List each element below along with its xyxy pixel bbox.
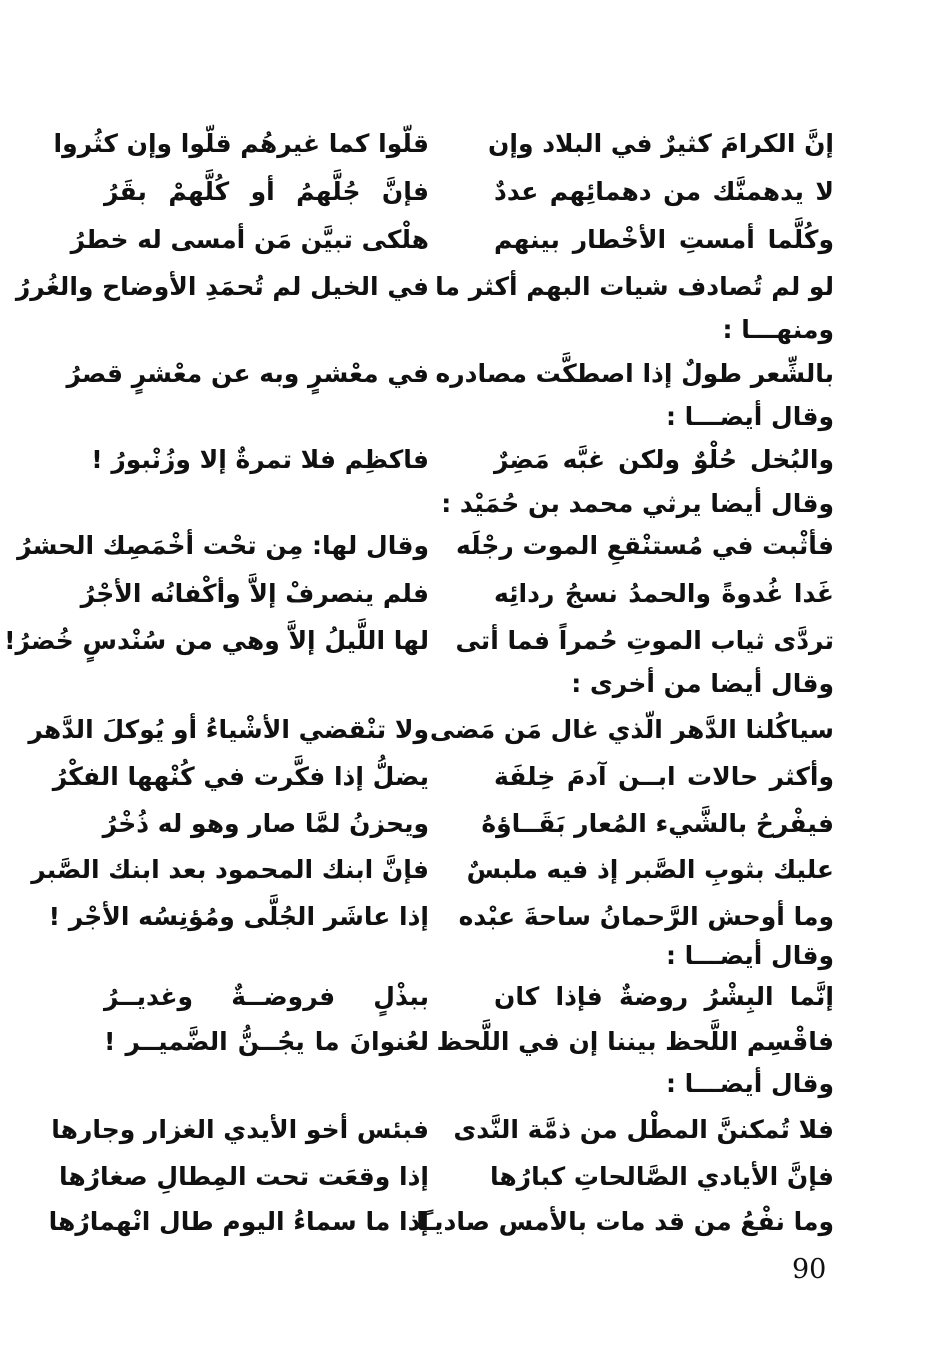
verse-first-hemistich: لو لم تُصادف شيات البهم أكثر ما	[435, 272, 834, 301]
verse-line	[0, 973, 944, 1021]
verse-line	[0, 1018, 944, 1066]
verse-first-hemistich: غَدا غُدوةً والحمدُ نسجُ ردائِه	[494, 579, 834, 608]
verse-second-hemistich: فإنَّ ابنك المحمود بعد ابنك الصَّبر	[31, 855, 429, 884]
verse-second-hemistich: إذا ما سماءُ اليوم طال انْهمارُها	[48, 1207, 429, 1236]
verse-first-hemistich: بالشِّعر طولٌ إذا اصطكَّت مصادره	[435, 359, 834, 388]
verse-first-hemistich: وكُلَّما أمستِ الأخْطار بينهم	[494, 225, 834, 254]
verse-second-hemistich: فبئس أخو الأيدي الغزار وجارها	[51, 1115, 429, 1144]
verse-second-hemistich: لعُنوانَ ما يجُــنُّ الضَّميــر !	[104, 1027, 429, 1056]
verse-line	[0, 617, 944, 665]
verse-first-hemistich: عليك بثوبِ الصَّبر إذ فيه ملبسٌ	[466, 855, 834, 884]
verse-second-hemistich: فإنَّ جُلَّهمُ أو كُلَّهمْ بقَرُ	[104, 177, 429, 206]
section-heading-text: وقال أيضا من أخرى :	[571, 669, 834, 698]
verse-line	[0, 522, 944, 570]
verse-first-hemistich: تردَّى ثياب الموتِ حُمراً فما أتى	[455, 626, 834, 655]
verse-second-hemistich: إذا وقعَت تحت المِطالِ صغارُها	[58, 1162, 429, 1191]
verse-second-hemistich: لها اللَّيلُ إلاَّ وهي من سُنْدسٍ خُضرُ!	[4, 626, 429, 655]
section-heading-text: ومنهـــا :	[722, 315, 834, 344]
verse-second-hemistich: في الخيل لم تُحمَدِ الأوضاح والغُررُ	[15, 272, 429, 301]
verse-first-hemistich: والبُخل حُلْوٌ ولكن غبَّه مَضِرٌ	[494, 445, 834, 474]
verse-second-hemistich: في معْشرٍ وبه عن معْشرٍ قصرُ	[66, 359, 429, 388]
verse-first-hemistich: وما نفْعُ من قد مات بالأمس صاديـًا	[416, 1207, 834, 1236]
section-heading	[0, 660, 944, 708]
verse-second-hemistich: وقال لها: مِن تحْت أخْمَصِك الحشرُ	[17, 531, 429, 560]
verse-first-hemistich: إنَّما البِشْرُ روضةٌ فإذا كان	[494, 982, 834, 1011]
section-heading	[0, 393, 944, 441]
verse-line	[0, 1198, 944, 1246]
verse-second-hemistich: إذا عاشَر الجُلَّى ومُؤنِسُه الأجْر !	[48, 902, 429, 931]
verse-second-hemistich: ولا تنْقضي الأشْياءُ أو يُوكلَ الدَّهر	[28, 715, 429, 744]
verse-first-hemistich: وما أوحش الرَّحمانُ ساحةَ عبْده	[458, 902, 834, 931]
verse-first-hemistich: وأكثر حالات ابــن آدمَ خِلفَة	[494, 762, 834, 791]
verse-second-hemistich: فاكظِم فلا تمرةٌ إلا وزُنْبورُ !	[91, 445, 429, 474]
verse-line	[0, 120, 944, 168]
verse-first-hemistich: فلا تُمكننَّ المطْل من ذمَّة النَّدى	[453, 1115, 834, 1144]
verse-line	[0, 1153, 944, 1201]
verse-line	[0, 263, 944, 311]
verse-line	[0, 800, 944, 848]
verse-second-hemistich: فلم ينصرفْ إلاَّ وأكْفانُه الأجْرُ	[80, 579, 429, 608]
verse-second-hemistich: هلْكى تبيَّن مَن أمسى له خطرُ	[70, 225, 429, 254]
verse-second-hemistich: ويحزنُ لمَّا صار وهو له ذُخْرُ	[102, 809, 429, 838]
verse-line	[0, 570, 944, 618]
verse-second-hemistich: يضلُّ إذا فكَّرت في كُنْهها الفكْرُ	[52, 762, 429, 791]
section-heading	[0, 480, 944, 528]
section-heading	[0, 1060, 944, 1108]
section-heading-text: وقال أيضـــا :	[665, 402, 834, 431]
verse-line	[0, 846, 944, 894]
verse-line	[0, 753, 944, 801]
verse-first-hemistich: فيفْرحُ بالشَّيء المُعار بَقَــاؤهُ	[481, 809, 834, 838]
section-heading-text: وقال أيضـــا :	[665, 1069, 834, 1098]
verse-first-hemistich: سياكُلنا الدَّهر الّذي غال مَن مَضى	[429, 715, 834, 744]
verse-line	[0, 436, 944, 484]
verse-second-hemistich: قلّوا كما غيرهُم قلّوا وإن كثُروا	[53, 129, 429, 158]
verse-first-hemistich: إنَّ الكرامَ كثيرٌ في البلاد وإن	[488, 129, 834, 158]
page-number: 90	[792, 1254, 827, 1285]
verse-first-hemistich: فإنَّ الأيادي الصَّالحاتِ كبارُها	[489, 1162, 834, 1191]
section-heading	[0, 306, 944, 354]
verse-second-hemistich: ببذْلٍ فروضــةٌ وغديــرُ	[104, 982, 429, 1011]
verse-line	[0, 168, 944, 216]
verse-first-hemistich: فأثْبت في مُستنْقعِ الموت رجْلَه	[456, 531, 834, 560]
verse-line	[0, 1106, 944, 1154]
verse-line	[0, 706, 944, 754]
verse-first-hemistich: لا يدهمنَّك من دهمائِهم عددٌ	[494, 177, 834, 206]
verse-line	[0, 350, 944, 398]
section-heading-text: وقال أيضا يرثي محمد بن حُمَيْد :	[441, 489, 834, 518]
verse-line	[0, 216, 944, 264]
section-heading-text: وقال أيضـــا :	[665, 941, 834, 970]
verse-first-hemistich: فاقْسِم اللَّحظ بيننا إن في اللَّحظ	[436, 1027, 834, 1056]
